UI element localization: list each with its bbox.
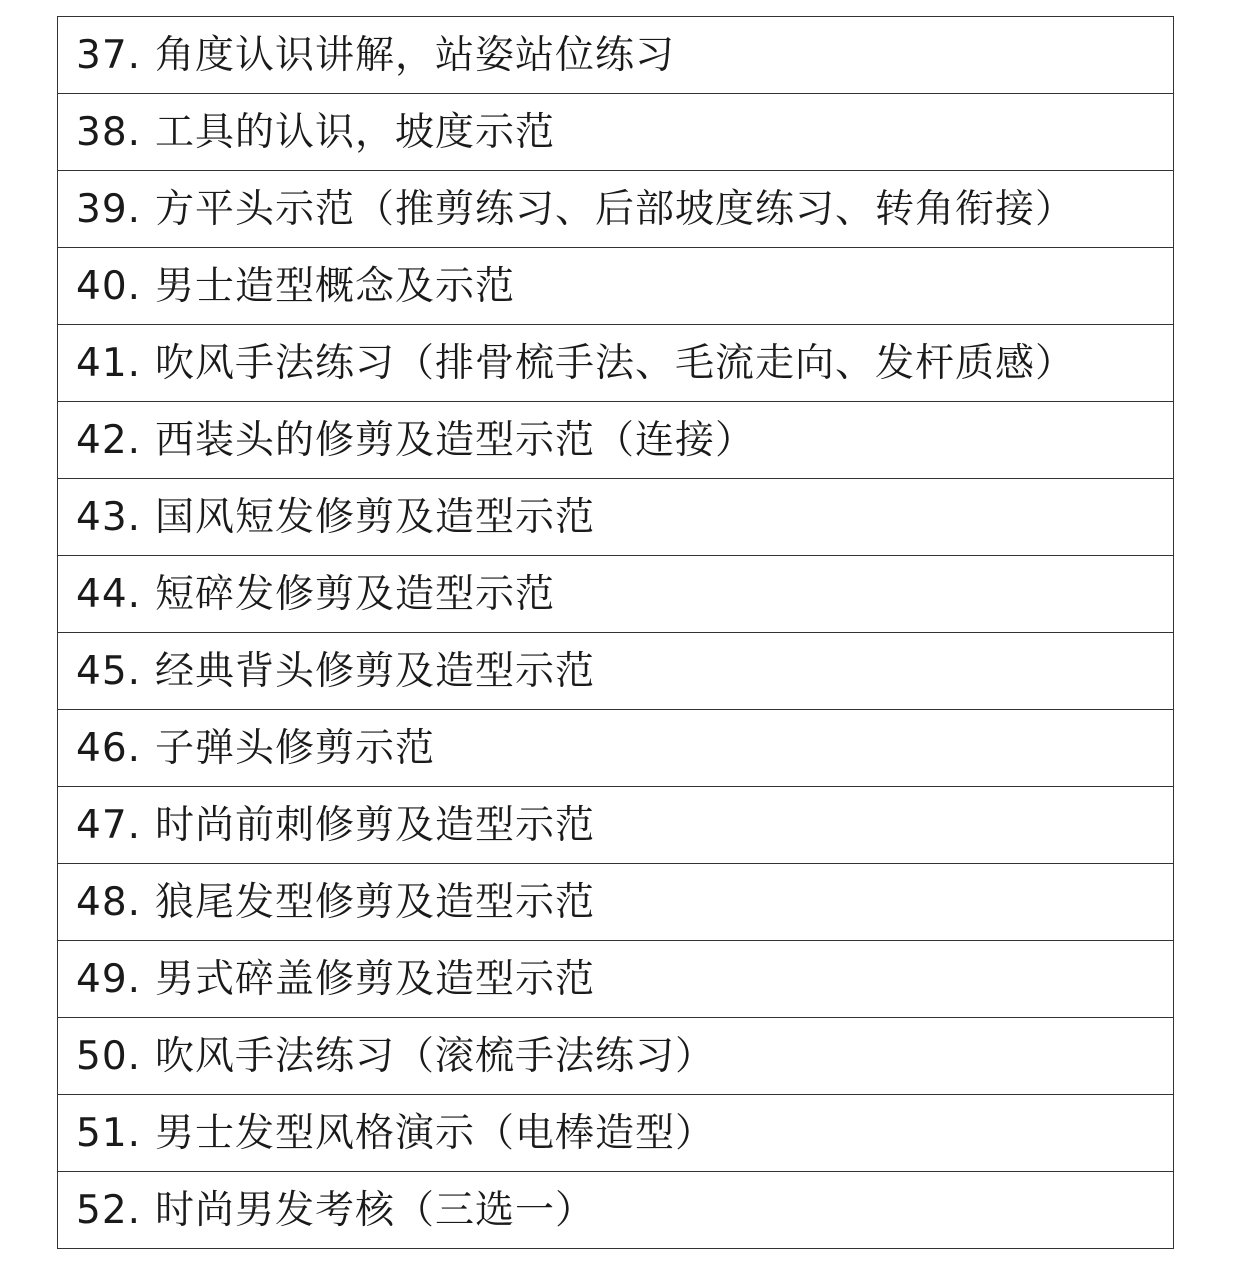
list-item [58, 633, 1174, 710]
table-row [58, 633, 1174, 710]
item-text: 吹风手法练习（排骨梳手法、毛流走向、发杆质感） [155, 340, 1076, 386]
item-text: 工具的认识，坡度示范 [155, 109, 556, 155]
item-text: 男式碎盖修剪及造型示范 [155, 956, 596, 1002]
list-item [58, 325, 1174, 402]
list-item [58, 710, 1174, 787]
list-item [58, 1095, 1174, 1172]
item-text: 短碎发修剪及造型示范 [155, 571, 556, 617]
item-text: 时尚男发考核（三选一） [155, 1187, 596, 1233]
item-number: 43. [76, 494, 142, 540]
table-row [58, 17, 1174, 94]
table-row [58, 1095, 1174, 1172]
table-row [58, 710, 1174, 787]
list-item [58, 1172, 1174, 1249]
item-text: 角度认识讲解，站姿站位练习 [155, 32, 676, 78]
list-item [58, 941, 1174, 1018]
table-row [58, 787, 1174, 864]
list-item [58, 94, 1174, 171]
item-text: 狼尾发型修剪及造型示范 [155, 879, 596, 925]
table-row [58, 941, 1174, 1018]
list-item [58, 787, 1174, 864]
table-row [58, 1018, 1174, 1095]
item-text: 西装头的修剪及造型示范（连接） [155, 417, 756, 463]
item-number: 46. [76, 725, 142, 771]
item-number: 37. [76, 32, 142, 78]
table-row [58, 479, 1174, 556]
item-number: 52. [76, 1187, 142, 1233]
item-number: 44. [76, 571, 142, 617]
item-number: 48. [76, 879, 142, 925]
item-number: 42. [76, 417, 142, 463]
table-row [58, 171, 1174, 248]
table-row [58, 325, 1174, 402]
list-item [58, 248, 1174, 325]
item-text: 男士造型概念及示范 [155, 263, 516, 309]
item-text: 男士发型风格演示（电棒造型） [155, 1110, 716, 1156]
item-number: 39. [76, 186, 142, 232]
item-text: 经典背头修剪及造型示范 [155, 648, 596, 694]
table-row [58, 864, 1174, 941]
item-number: 49. [76, 956, 142, 1002]
list-item [58, 402, 1174, 479]
table-row [58, 1172, 1174, 1249]
item-number: 41. [76, 340, 142, 386]
item-number: 38. [76, 109, 142, 155]
item-number: 45. [76, 648, 142, 694]
item-number: 47. [76, 802, 142, 848]
list-item [58, 1018, 1174, 1095]
item-text: 子弹头修剪示范 [155, 725, 436, 771]
item-text: 吹风手法练习（滚梳手法练习） [155, 1033, 716, 1079]
table-row [58, 556, 1174, 633]
item-number: 51. [76, 1110, 142, 1156]
list-item [58, 479, 1174, 556]
table-row [58, 248, 1174, 325]
table-row [58, 94, 1174, 171]
list-item [58, 171, 1174, 248]
item-number: 50. [76, 1033, 142, 1079]
list-item [58, 864, 1174, 941]
item-text: 时尚前刺修剪及造型示范 [155, 802, 596, 848]
item-number: 40. [76, 263, 142, 309]
course-list-table [57, 16, 1174, 1249]
item-text: 国风短发修剪及造型示范 [155, 494, 596, 540]
item-text: 方平头示范（推剪练习、后部坡度练习、转角衔接） [155, 186, 1076, 232]
list-item [58, 17, 1174, 94]
list-item [58, 556, 1174, 633]
table-row [58, 402, 1174, 479]
